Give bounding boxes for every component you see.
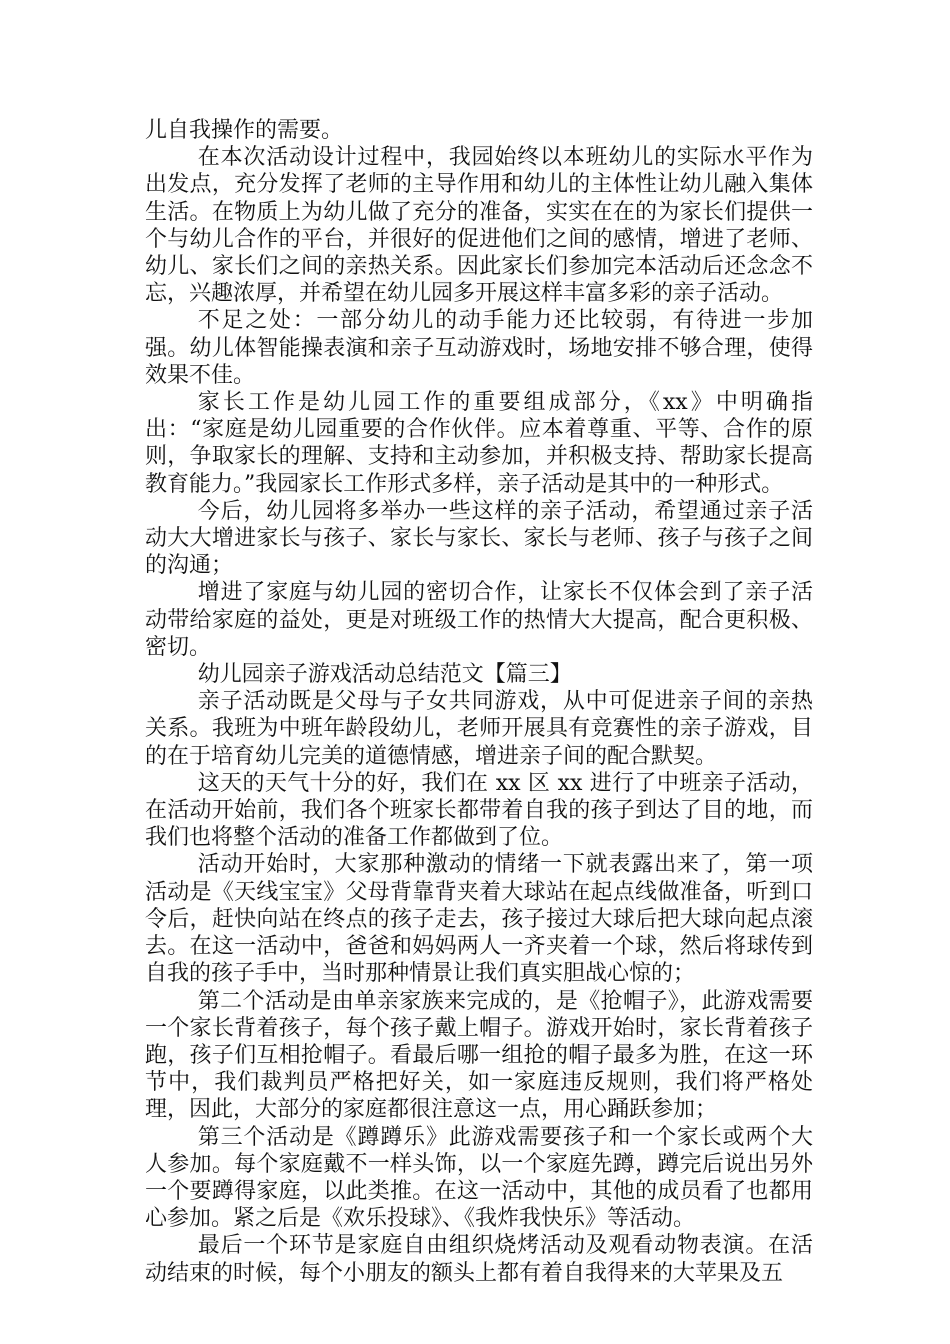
paragraph: 儿自我操作的需要。 [145, 118, 344, 143]
section-heading: 幼儿园亲子游戏活动总结范文【篇三】 [197, 662, 572, 688]
document-body [145, 117, 813, 1287]
paragraph: 第三个活动是《蹲蹲乐》此游戏需要孩子和一个家长或两个大人参加。每个家庭戴不一样头饰，以一个家庭先蹲，蹲完后说出另外一个要蹲得家庭，以此类推。在这一活动中，其他的成员看了也都用心参加。紧之后是《欢乐投球》、《我炸我快乐》等活动。 [145, 1124, 813, 1232]
paragraph: 这天的天气十分的好，我们在 xx 区 xx 进行了中班亲子活动，在活动开始前，我们各个班家长都带着自我的孩子到达了目的地，而我们也将整个活动的准备工作都做到了位。 [145, 770, 813, 851]
paragraph: 第二个活动是由单亲家族来完成的，是《抢帽子》，此游戏需要一个家长背着孩子，每个孩子戴上帽子。游戏开始时，家长背着孩子跑，孩子们互相抢帽子。看最后哪一组抢的帽子最多为胜，在这一环节中，我们裁判员严格把好关，如一家庭违反规则，我们将严格处理，因此，大部分的家庭都很注意这一点，用心踊跃参加； [145, 988, 813, 1123]
paragraph: 今后，幼儿园将多举办一些这样的亲子活动，希望通过亲子活动大大增进家长与孩子、家长与家长、家长与老师、孩子与孩子之间的沟通； [145, 498, 813, 579]
paragraph: 在本次活动设计过程中，我园始终以本班幼儿的实际水平作为出发点，充分发挥了老师的主导作用和幼儿的主体性让幼儿融入集体生活。在物质上为幼儿做了充分的准备，实实在在的为家长们提供一个与幼儿合作的平台，并很好的促进他们之间的感情，增进了老师、幼儿、家长们之间的亲热关系。因此家长们参加完本活动后还念念不忘，兴趣浓厚，并希望在幼儿园多开展这样丰富多彩的亲子活动。 [145, 145, 813, 307]
paragraph: 活动开始时，大家那种激动的情绪一下就表露出来了，第一项活动是《天线宝宝》父母背靠背夹着大球站在起点线做准备，听到口令后，赶快向站在终点的孩子走去，孩子接过大球后把大球向起点滚去。在这一活动中，爸爸和妈妈两人一齐夹着一个球，然后将球传到自我的孩子手中，当时那种情景让我们真实胆战心惊的； [145, 852, 813, 987]
paragraph: 增进了家庭与幼儿园的密切合作，让家长不仅体会到了亲子活动带给家庭的益处，更是对班级工作的热情大大提高，配合更积极、密切。 [145, 580, 813, 660]
paragraph: 家长工作是幼儿园工作的重要组成部分，《xx》中明确指出：“家庭是幼儿园重要的合作伙伴。应本着尊重、平等、合作的原则，争取家长的理解、支持和主动参加，并积极支持、帮助家长提高教育能力。”我园家长工作形式多样，亲子活动是其中的一种形式。 [145, 390, 813, 497]
paragraph: 不足之处：一部分幼儿的动手能力还比较弱，有待进一步加强。幼儿体智能操表演和亲子互动游戏时，场地安排不够合理，使得效果不佳。 [145, 308, 813, 388]
paragraph: 最后一个环节是家庭自由组织烧烤活动及观看动物表演。在活动结束的时候，每个小朋友的额头上都有着自我得来的大苹果及五 [145, 1233, 813, 1286]
paragraph: 亲子活动既是父母与子女共同游戏，从中可促进亲子间的亲热关系。我班为中班年龄段幼儿，老师开展具有竞赛性的亲子游戏，目的在于培育幼儿完美的道德情感，增进亲子间的配合默契。 [145, 689, 813, 769]
